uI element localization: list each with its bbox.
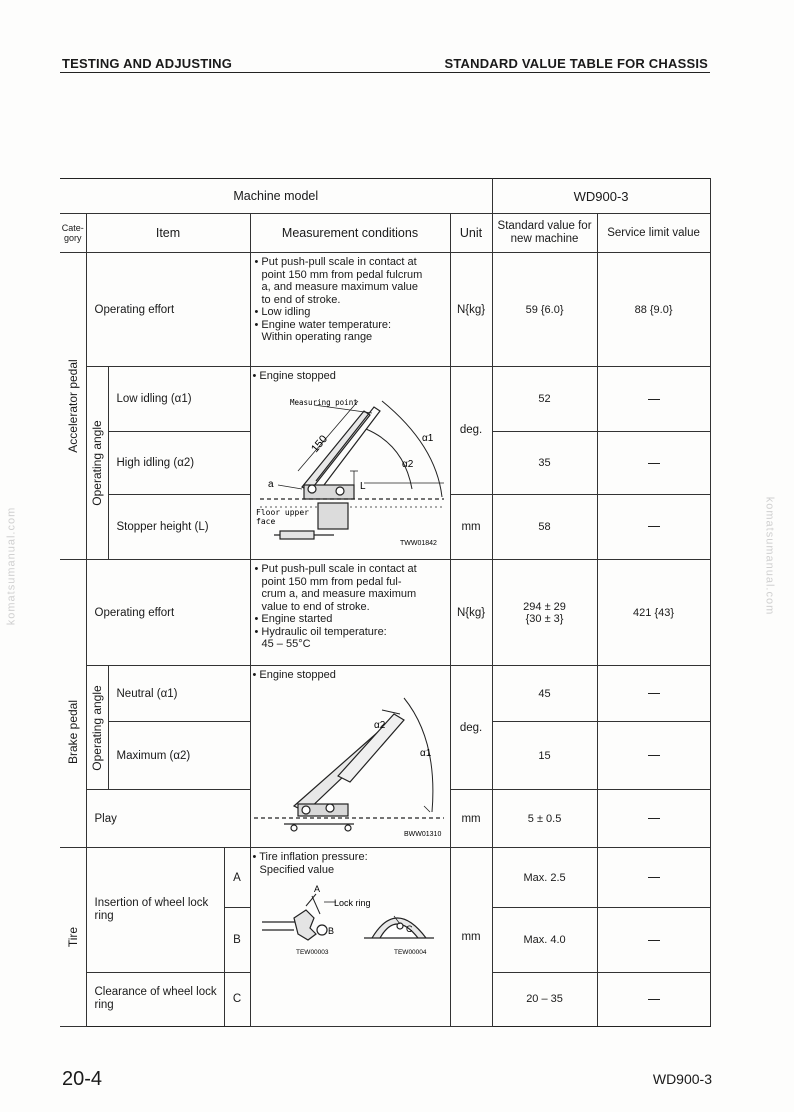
condition-line: • Engine started <box>254 613 333 625</box>
accel-low-idling-service <box>597 367 710 432</box>
accel-angle-cell <box>86 367 108 560</box>
dash <box>648 818 660 819</box>
brake-maximum-service <box>597 722 710 790</box>
accel-high-idling-service <box>597 432 710 494</box>
watermark-left: komatsumanual.com <box>5 506 18 626</box>
brake-operating-angle: Operating angle <box>90 684 104 771</box>
dash <box>648 463 660 464</box>
brake-effort-item: Operating effort <box>86 560 250 666</box>
tire-b-label: B <box>224 908 250 972</box>
page-heading: STANDARD VALUE TABLE FOR CHASSIS <box>444 56 708 71</box>
service-header: Service limit value <box>597 214 710 253</box>
brake-angle-unit: deg. <box>450 666 492 790</box>
category-header <box>60 214 86 253</box>
dash <box>648 693 660 694</box>
brake-effort-row <box>60 560 710 666</box>
accel-angle-unit: deg. <box>450 367 492 495</box>
tire-a-label: A <box>224 848 250 908</box>
brake-figure-condition: • Engine stopped <box>252 669 336 681</box>
brake-maximum-standard: 15 <box>492 722 597 790</box>
brake-play-service <box>597 790 710 848</box>
tire-condition-line: Specified value <box>259 863 335 876</box>
accel-high-idling-standard: 35 <box>492 432 597 494</box>
brake-effort-service: 421 {43} <box>597 560 710 666</box>
dash <box>648 399 660 400</box>
tire-b-standard: Max. 4.0 <box>492 908 597 972</box>
accel-effort-standard: 59 {6.0} <box>492 253 597 367</box>
brake-effort-unit: N{kg} <box>450 560 492 666</box>
dash <box>648 877 660 878</box>
tire-condition-line: • Tire inflation pressure: <box>252 851 368 863</box>
condition-line: • Put push-pull scale in contact at <box>254 256 417 268</box>
machine-model-row <box>60 179 710 214</box>
floor-label: Floor upper <box>256 507 309 517</box>
tire-a-service <box>597 848 710 908</box>
condition-line: Within operating range <box>261 331 373 343</box>
conditions-header: Measurement conditions <box>250 214 450 253</box>
accel-effort-unit: N{kg} <box>450 253 492 367</box>
condition-line: • Low idling <box>254 306 311 318</box>
tire-c-standard: 20 – 35 <box>492 972 597 1026</box>
footer-model: WD900-3 <box>652 1071 712 1087</box>
measuring-point-label: Measuring point <box>290 397 358 407</box>
brake-effort-conditions <box>250 560 450 666</box>
dash <box>648 526 660 527</box>
standard-value-table <box>60 178 711 1027</box>
accel-low-idling-item: Low idling (α1) <box>108 367 250 432</box>
accel-stopper-unit: mm <box>450 494 492 559</box>
accel-category: Accelerator pedal <box>65 359 80 453</box>
wheel-lock-ring-diagram <box>254 878 446 968</box>
tire-c-fig-label: C <box>406 924 413 934</box>
brake-effort-standard <box>492 560 597 666</box>
condition-line: value to end of stroke. <box>261 600 370 613</box>
tire-a-fig-label: A <box>314 884 321 894</box>
accel-effort-row <box>60 253 710 367</box>
tire-figure-cell <box>250 848 450 1027</box>
accel-low-idling-row <box>60 367 710 432</box>
brake-figure-cell <box>250 666 450 848</box>
brake-play-standard: 5 ± 0.5 <box>492 790 597 848</box>
tire-a-row <box>60 848 710 908</box>
brake-play-unit: mm <box>450 790 492 848</box>
accel-stopper-standard: 58 <box>492 494 597 559</box>
category-header-text: Cate-gory <box>61 223 84 243</box>
dash <box>648 755 660 756</box>
alpha2-label: α2 <box>402 458 414 470</box>
brake-neutral-standard: 45 <box>492 666 597 722</box>
brake-category: Brake pedal <box>65 699 80 764</box>
accel-stopper-service <box>597 494 710 559</box>
page-number: 20-4 <box>62 1068 103 1090</box>
brake-neutral-item: Neutral (α1) <box>108 666 250 722</box>
dash <box>648 940 660 941</box>
brake-pedal-diagram <box>254 684 446 836</box>
l-label: L <box>360 480 366 492</box>
brake-figure-code: BWW01310 <box>404 830 442 836</box>
tire-category-cell <box>60 848 86 1027</box>
item-header: Item <box>86 214 250 253</box>
machine-model-label: Machine model <box>60 179 492 214</box>
tire-clearance-item: Clearance of wheel lock ring <box>86 972 224 1026</box>
condition-line: point 150 mm from pedal ful- <box>261 575 402 588</box>
tire-category: Tire <box>65 926 80 948</box>
alpha1-label: α1 <box>422 432 434 444</box>
accel-low-idling-standard: 52 <box>492 367 597 432</box>
accel-operating-angle: Operating angle <box>90 420 104 506</box>
condition-line: point 150 mm from pedal fulcrum <box>261 268 423 281</box>
condition-line: crum a, and measure maximum <box>261 588 417 600</box>
tire-c-service <box>597 972 710 1026</box>
brake-effort-standard-kg: {30 ± 3} <box>525 612 564 625</box>
condition-line: a, and measure maximum value <box>261 281 419 293</box>
lock-ring-label: Lock ring <box>334 898 371 908</box>
column-header-row <box>60 214 710 253</box>
accelerator-pedal-diagram <box>254 385 446 549</box>
accel-figure-condition: • Engine stopped <box>252 370 336 382</box>
brake-angle-cell <box>86 666 108 790</box>
brake-category-cell <box>60 560 86 848</box>
brake-alpha2-label: α2 <box>374 719 386 731</box>
tire-c-label: C <box>224 972 250 1026</box>
accel-category-cell <box>60 253 86 560</box>
condition-line: • Put push-pull scale in contact at <box>254 563 417 575</box>
section-title: TESTING AND ADJUSTING <box>62 56 233 71</box>
a-label: a <box>268 478 274 490</box>
tire-unit: mm <box>450 848 492 1027</box>
accel-stopper-item: Stopper height (L) <box>108 494 250 559</box>
accel-effort-conditions <box>250 253 450 367</box>
condition-line: to end of stroke. <box>261 293 341 306</box>
header-rule <box>60 72 710 73</box>
machine-model-value: WD900-3 <box>492 179 710 214</box>
tire-insertion-item: Insertion of wheel lock ring <box>86 848 224 973</box>
tire-figure-code-2: TEW00004 <box>394 949 427 956</box>
condition-line: • Engine water temperature: <box>254 318 392 331</box>
brake-maximum-item: Maximum (α2) <box>108 722 250 790</box>
tire-figure-code-1: TEW00003 <box>296 949 329 956</box>
dimension-150-label: 150 <box>309 432 331 455</box>
standard-header: Standard value for new machine <box>492 214 597 253</box>
brake-play-item: Play <box>86 790 250 848</box>
tire-b-service <box>597 908 710 972</box>
watermark-right: komatsumanual.com <box>763 496 776 616</box>
accel-effort-service: 88 {9.0} <box>597 253 710 367</box>
brake-neutral-row <box>60 666 710 722</box>
accel-effort-item: Operating effort <box>86 253 250 367</box>
tire-a-standard: Max. 2.5 <box>492 848 597 908</box>
accel-high-idling-item: High idling (α2) <box>108 432 250 494</box>
tire-b-fig-label: B <box>328 926 335 936</box>
brake-neutral-service <box>597 666 710 722</box>
dash <box>648 999 660 1000</box>
figure-code: TWW01842 <box>400 539 437 547</box>
condition-line: • Hydraulic oil temperature: <box>254 625 387 638</box>
brake-effort-standard-n: 294 ± 29 <box>523 600 566 613</box>
floor-label-2: face <box>256 516 276 526</box>
condition-line: 45 – 55°C <box>261 638 311 650</box>
accel-figure-cell <box>250 367 450 560</box>
brake-alpha1-label: α1 <box>420 747 432 759</box>
unit-header: Unit <box>450 214 492 253</box>
